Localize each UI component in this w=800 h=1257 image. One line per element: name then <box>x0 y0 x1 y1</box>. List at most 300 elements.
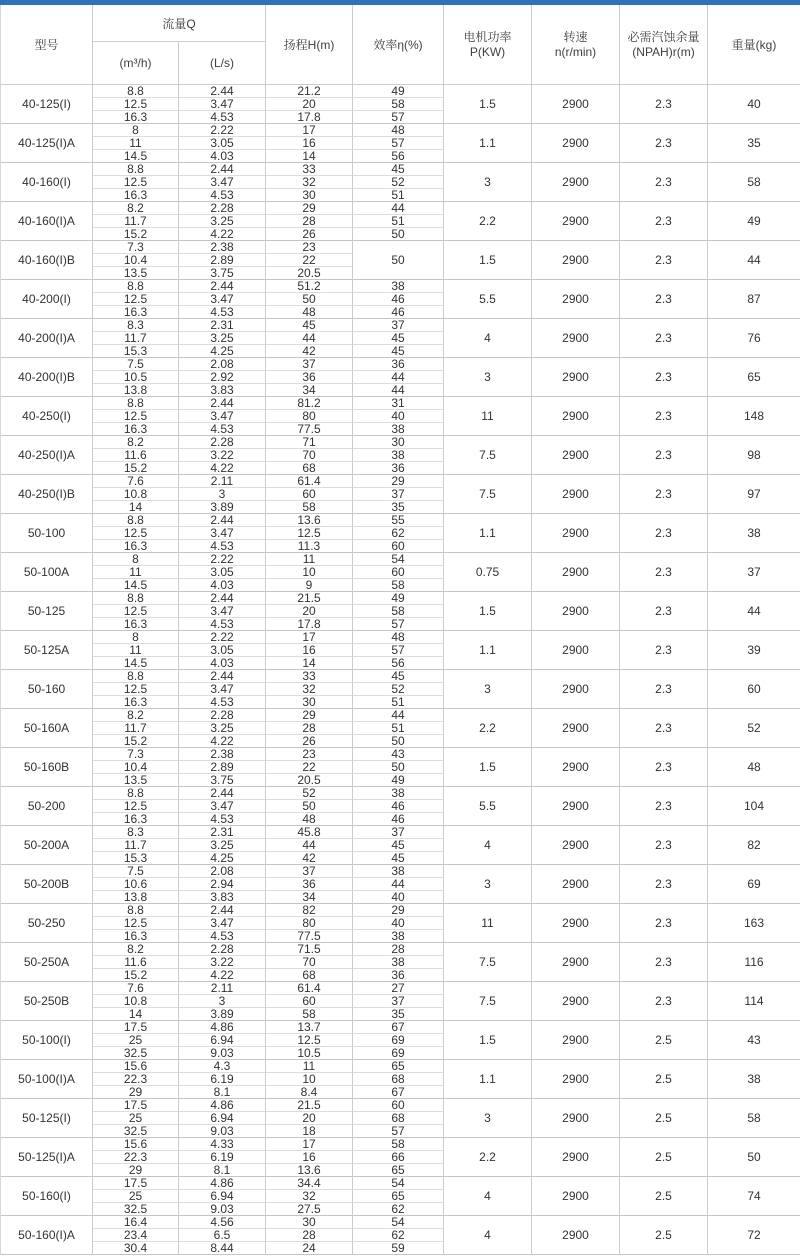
head-cell: 82 <box>266 904 353 917</box>
flow-ls-cell: 3.47 <box>179 605 266 618</box>
flow-ls-cell: 2.11 <box>179 475 266 488</box>
npsh-cell: 2.3 <box>620 397 708 436</box>
npsh-cell: 2.3 <box>620 943 708 982</box>
power-cell: 3 <box>444 865 532 904</box>
spec-row <box>1 787 800 800</box>
head-cell: 45.8 <box>266 826 353 839</box>
flow-ls-cell: 2.31 <box>179 826 266 839</box>
flow-ls-cell: 3.22 <box>179 956 266 969</box>
flow-m3h-cell: 7.6 <box>93 982 179 995</box>
flow-m3h-cell: 16.3 <box>93 813 179 826</box>
efficiency-cell: 44 <box>353 202 444 215</box>
npsh-cell: 2.3 <box>620 709 708 748</box>
flow-ls-cell: 3.05 <box>179 566 266 579</box>
weight-cell: 97 <box>708 475 800 514</box>
flow-ls-cell: 4.03 <box>179 579 266 592</box>
head-cell: 28 <box>266 1229 353 1242</box>
efficiency-cell: 62 <box>353 1203 444 1216</box>
flow-m3h-cell: 14 <box>93 501 179 514</box>
flow-ls-cell: 3.47 <box>179 800 266 813</box>
header-power-line1: 电机功率 <box>463 29 512 44</box>
head-cell: 51.2 <box>266 280 353 293</box>
spec-row <box>1 592 800 605</box>
model-cell: 50-250A <box>1 943 93 982</box>
weight-cell: 52 <box>708 709 800 748</box>
speed-cell: 2900 <box>532 319 620 358</box>
flow-ls-cell: 8.1 <box>179 1086 266 1099</box>
head-cell: 50 <box>266 293 353 306</box>
flow-m3h-cell: 15.2 <box>93 462 179 475</box>
flow-ls-cell: 4.53 <box>179 930 266 943</box>
efficiency-cell: 52 <box>353 176 444 189</box>
power-cell: 3 <box>444 163 532 202</box>
table-header <box>1 5 800 85</box>
flow-m3h-cell: 17.5 <box>93 1099 179 1112</box>
speed-cell: 2900 <box>532 202 620 241</box>
head-cell: 61.4 <box>266 982 353 995</box>
flow-m3h-cell: 16.3 <box>93 930 179 943</box>
spec-row <box>1 709 800 722</box>
head-cell: 18 <box>266 1125 353 1138</box>
efficiency-cell: 49 <box>353 592 444 605</box>
speed-cell: 2900 <box>532 787 620 826</box>
head-cell: 34 <box>266 891 353 904</box>
model-cell: 50-160B <box>1 748 93 787</box>
flow-ls-cell: 3.25 <box>179 839 266 852</box>
weight-cell: 39 <box>708 631 800 670</box>
head-cell: 42 <box>266 852 353 865</box>
head-cell: 21.5 <box>266 592 353 605</box>
power-cell: 1.5 <box>444 1021 532 1060</box>
npsh-cell: 2.3 <box>620 553 708 592</box>
power-cell: 2.2 <box>444 709 532 748</box>
flow-m3h-cell: 11.6 <box>93 956 179 969</box>
spec-row <box>1 163 800 176</box>
spec-row <box>1 670 800 683</box>
flow-m3h-cell: 30.4 <box>93 1242 179 1255</box>
power-cell: 11 <box>444 904 532 943</box>
efficiency-cell: 38 <box>353 865 444 878</box>
flow-m3h-cell: 11.7 <box>93 722 179 735</box>
efficiency-cell: 60 <box>353 566 444 579</box>
speed-cell: 2900 <box>532 1177 620 1216</box>
head-cell: 71.5 <box>266 943 353 956</box>
flow-m3h-cell: 12.5 <box>93 917 179 930</box>
weight-cell: 49 <box>708 202 800 241</box>
head-cell: 81.2 <box>266 397 353 410</box>
flow-ls-cell: 4.22 <box>179 462 266 475</box>
power-cell: 2.2 <box>444 1138 532 1177</box>
flow-ls-cell: 4.53 <box>179 423 266 436</box>
model-cell: 40-200(I) <box>1 280 93 319</box>
efficiency-cell: 37 <box>353 826 444 839</box>
flow-ls-cell: 4.86 <box>179 1021 266 1034</box>
efficiency-cell: 57 <box>353 618 444 631</box>
head-cell: 20 <box>266 98 353 111</box>
efficiency-cell: 68 <box>353 1073 444 1086</box>
efficiency-cell: 38 <box>353 280 444 293</box>
flow-m3h-cell: 8.3 <box>93 319 179 332</box>
power-cell: 1.1 <box>444 631 532 670</box>
flow-ls-cell: 3.47 <box>179 917 266 930</box>
head-cell: 61.4 <box>266 475 353 488</box>
efficiency-cell: 58 <box>353 98 444 111</box>
weight-cell: 43 <box>708 1021 800 1060</box>
head-cell: 28 <box>266 215 353 228</box>
efficiency-cell: 58 <box>353 579 444 592</box>
flow-m3h-cell: 7.5 <box>93 865 179 878</box>
efficiency-cell: 45 <box>353 852 444 865</box>
head-cell: 70 <box>266 449 353 462</box>
flow-m3h-cell: 7.3 <box>93 241 179 254</box>
flow-m3h-cell: 12.5 <box>93 683 179 696</box>
flow-m3h-cell: 8.8 <box>93 85 179 98</box>
efficiency-cell: 46 <box>353 306 444 319</box>
power-cell: 4 <box>444 319 532 358</box>
head-cell: 60 <box>266 995 353 1008</box>
power-cell: 1.1 <box>444 1060 532 1099</box>
header-speed-line1: 转速 <box>563 29 588 44</box>
flow-m3h-cell: 8.2 <box>93 202 179 215</box>
flow-m3h-cell: 8.2 <box>93 709 179 722</box>
flow-m3h-cell: 12.5 <box>93 293 179 306</box>
flow-m3h-cell: 13.5 <box>93 267 179 280</box>
flow-ls-cell: 2.44 <box>179 280 266 293</box>
head-cell: 21.5 <box>266 1099 353 1112</box>
efficiency-cell: 36 <box>353 358 444 371</box>
flow-ls-cell: 6.5 <box>179 1229 266 1242</box>
flow-ls-cell: 2.08 <box>179 865 266 878</box>
head-cell: 37 <box>266 865 353 878</box>
npsh-cell: 2.3 <box>620 475 708 514</box>
model-cell: 50-160(I) <box>1 1177 93 1216</box>
flow-m3h-cell: 16.4 <box>93 1216 179 1229</box>
flow-ls-cell: 2.44 <box>179 670 266 683</box>
flow-m3h-cell: 16.3 <box>93 306 179 319</box>
model-cell: 40-200(I)A <box>1 319 93 358</box>
flow-m3h-cell: 15.6 <box>93 1060 179 1073</box>
head-cell: 45 <box>266 319 353 332</box>
flow-m3h-cell: 22.3 <box>93 1151 179 1164</box>
flow-ls-cell: 2.28 <box>179 202 266 215</box>
efficiency-cell: 45 <box>353 332 444 345</box>
head-cell: 28 <box>266 722 353 735</box>
spec-row <box>1 748 800 761</box>
head-cell: 77.5 <box>266 930 353 943</box>
weight-cell: 38 <box>708 514 800 553</box>
model-cell: 50-250 <box>1 904 93 943</box>
npsh-cell: 2.3 <box>620 280 708 319</box>
power-cell: 4 <box>444 1177 532 1216</box>
speed-cell: 2900 <box>532 904 620 943</box>
efficiency-cell: 31 <box>353 397 444 410</box>
efficiency-cell: 48 <box>353 124 444 137</box>
header-npsh-line1: 必需汽蚀余量 <box>627 29 700 44</box>
flow-m3h-cell: 8 <box>93 124 179 137</box>
flow-m3h-cell: 8 <box>93 553 179 566</box>
flow-ls-cell: 3 <box>179 488 266 501</box>
efficiency-cell: 65 <box>353 1190 444 1203</box>
model-cell: 50-250B <box>1 982 93 1021</box>
power-cell: 5.5 <box>444 787 532 826</box>
npsh-cell: 2.3 <box>620 241 708 280</box>
head-cell: 42 <box>266 345 353 358</box>
head-cell: 68 <box>266 462 353 475</box>
efficiency-cell: 49 <box>353 85 444 98</box>
model-cell: 40-200(I)B <box>1 358 93 397</box>
flow-m3h-cell: 14.5 <box>93 150 179 163</box>
flow-ls-cell: 3.25 <box>179 722 266 735</box>
efficiency-cell: 50 <box>353 241 444 280</box>
head-cell: 68 <box>266 969 353 982</box>
flow-ls-cell: 4.22 <box>179 969 266 982</box>
weight-cell: 148 <box>708 397 800 436</box>
speed-cell: 2900 <box>532 748 620 787</box>
weight-cell: 38 <box>708 1060 800 1099</box>
flow-ls-cell: 4.53 <box>179 111 266 124</box>
head-cell: 30 <box>266 1216 353 1229</box>
flow-m3h-cell: 29 <box>93 1164 179 1177</box>
efficiency-cell: 67 <box>353 1021 444 1034</box>
npsh-cell: 2.5 <box>620 1216 708 1255</box>
speed-cell: 2900 <box>532 163 620 202</box>
power-cell: 1.5 <box>444 241 532 280</box>
power-cell: 1.5 <box>444 748 532 787</box>
efficiency-cell: 44 <box>353 878 444 891</box>
flow-m3h-cell: 7.3 <box>93 748 179 761</box>
flow-ls-cell: 6.19 <box>179 1073 266 1086</box>
efficiency-cell: 40 <box>353 410 444 423</box>
efficiency-cell: 58 <box>353 605 444 618</box>
efficiency-cell: 55 <box>353 514 444 527</box>
head-cell: 13.6 <box>266 514 353 527</box>
head-cell: 70 <box>266 956 353 969</box>
weight-cell: 116 <box>708 943 800 982</box>
model-cell: 50-100A <box>1 553 93 592</box>
flow-ls-cell: 6.94 <box>179 1190 266 1203</box>
head-cell: 20 <box>266 605 353 618</box>
head-cell: 10 <box>266 566 353 579</box>
weight-cell: 44 <box>708 592 800 631</box>
flow-ls-cell: 3.47 <box>179 410 266 423</box>
efficiency-cell: 57 <box>353 1125 444 1138</box>
npsh-cell: 2.3 <box>620 163 708 202</box>
spec-row <box>1 397 800 410</box>
spec-row <box>1 982 800 995</box>
head-cell: 16 <box>266 1151 353 1164</box>
spec-row <box>1 826 800 839</box>
power-cell: 5.5 <box>444 280 532 319</box>
npsh-cell: 2.3 <box>620 748 708 787</box>
efficiency-cell: 40 <box>353 917 444 930</box>
flow-ls-cell: 2.44 <box>179 85 266 98</box>
flow-ls-cell: 2.22 <box>179 631 266 644</box>
head-cell: 58 <box>266 1008 353 1021</box>
speed-cell: 2900 <box>532 709 620 748</box>
weight-cell: 74 <box>708 1177 800 1216</box>
head-cell: 30 <box>266 696 353 709</box>
header-flow-group: 流量Q <box>93 5 266 42</box>
power-cell: 1.1 <box>444 124 532 163</box>
flow-m3h-cell: 12.5 <box>93 800 179 813</box>
flow-ls-cell: 4.86 <box>179 1099 266 1112</box>
speed-cell: 2900 <box>532 436 620 475</box>
npsh-cell: 2.3 <box>620 436 708 475</box>
flow-m3h-cell: 8.8 <box>93 592 179 605</box>
power-cell: 3 <box>444 1099 532 1138</box>
efficiency-cell: 38 <box>353 449 444 462</box>
efficiency-cell: 51 <box>353 696 444 709</box>
head-cell: 48 <box>266 306 353 319</box>
speed-cell: 2900 <box>532 1216 620 1255</box>
table-body <box>1 85 800 1255</box>
efficiency-cell: 59 <box>353 1242 444 1255</box>
flow-m3h-cell: 10.4 <box>93 254 179 267</box>
head-cell: 12.5 <box>266 527 353 540</box>
model-cell: 40-160(I)A <box>1 202 93 241</box>
power-cell: 2.2 <box>444 202 532 241</box>
efficiency-cell: 38 <box>353 930 444 943</box>
flow-ls-cell: 6.19 <box>179 1151 266 1164</box>
efficiency-cell: 60 <box>353 540 444 553</box>
flow-ls-cell: 3.83 <box>179 891 266 904</box>
npsh-cell: 2.3 <box>620 85 708 124</box>
header-power-line2: P(KW) <box>469 44 506 59</box>
flow-m3h-cell: 11 <box>93 566 179 579</box>
npsh-cell: 2.5 <box>620 1099 708 1138</box>
efficiency-cell: 45 <box>353 345 444 358</box>
head-cell: 26 <box>266 228 353 241</box>
efficiency-cell: 56 <box>353 150 444 163</box>
flow-ls-cell: 4.53 <box>179 306 266 319</box>
spec-row <box>1 904 800 917</box>
efficiency-cell: 43 <box>353 748 444 761</box>
efficiency-cell: 69 <box>353 1034 444 1047</box>
power-cell: 3 <box>444 670 532 709</box>
head-cell: 17.8 <box>266 111 353 124</box>
efficiency-cell: 29 <box>353 475 444 488</box>
speed-cell: 2900 <box>532 1099 620 1138</box>
weight-cell: 48 <box>708 748 800 787</box>
npsh-cell: 2.3 <box>620 670 708 709</box>
flow-m3h-cell: 10.8 <box>93 995 179 1008</box>
model-cell: 40-250(I) <box>1 397 93 436</box>
efficiency-cell: 66 <box>353 1151 444 1164</box>
speed-cell: 2900 <box>532 1021 620 1060</box>
head-cell: 33 <box>266 670 353 683</box>
flow-m3h-cell: 11.7 <box>93 332 179 345</box>
head-cell: 29 <box>266 709 353 722</box>
npsh-cell: 2.3 <box>620 319 708 358</box>
flow-ls-cell: 3.47 <box>179 293 266 306</box>
flow-m3h-cell: 11.7 <box>93 839 179 852</box>
speed-cell: 2900 <box>532 592 620 631</box>
speed-cell: 2900 <box>532 85 620 124</box>
weight-cell: 58 <box>708 163 800 202</box>
efficiency-cell: 44 <box>353 371 444 384</box>
flow-ls-cell: 3 <box>179 995 266 1008</box>
efficiency-cell: 54 <box>353 1216 444 1229</box>
head-cell: 13.6 <box>266 1164 353 1177</box>
head-cell: 23 <box>266 241 353 254</box>
flow-m3h-cell: 23.4 <box>93 1229 179 1242</box>
head-cell: 44 <box>266 839 353 852</box>
efficiency-cell: 28 <box>353 943 444 956</box>
weight-cell: 87 <box>708 280 800 319</box>
power-cell: 7.5 <box>444 436 532 475</box>
speed-cell: 2900 <box>532 280 620 319</box>
efficiency-cell: 37 <box>353 488 444 501</box>
flow-ls-cell: 2.22 <box>179 124 266 137</box>
efficiency-cell: 65 <box>353 1164 444 1177</box>
flow-m3h-cell: 12.5 <box>93 410 179 423</box>
flow-ls-cell: 4.53 <box>179 696 266 709</box>
efficiency-cell: 36 <box>353 462 444 475</box>
head-cell: 21.2 <box>266 85 353 98</box>
flow-ls-cell: 4.56 <box>179 1216 266 1229</box>
flow-m3h-cell: 16.3 <box>93 618 179 631</box>
flow-m3h-cell: 11.6 <box>93 449 179 462</box>
flow-m3h-cell: 7.5 <box>93 358 179 371</box>
efficiency-cell: 46 <box>353 813 444 826</box>
flow-ls-cell: 2.44 <box>179 514 266 527</box>
flow-ls-cell: 2.94 <box>179 878 266 891</box>
efficiency-cell: 57 <box>353 111 444 124</box>
head-cell: 60 <box>266 488 353 501</box>
speed-cell: 2900 <box>532 943 620 982</box>
flow-ls-cell: 3.83 <box>179 384 266 397</box>
flow-m3h-cell: 32.5 <box>93 1203 179 1216</box>
flow-ls-cell: 2.44 <box>179 904 266 917</box>
flow-m3h-cell: 15.3 <box>93 345 179 358</box>
efficiency-cell: 38 <box>353 956 444 969</box>
flow-m3h-cell: 15.2 <box>93 735 179 748</box>
head-cell: 30 <box>266 189 353 202</box>
spec-row <box>1 319 800 332</box>
spec-row <box>1 553 800 566</box>
flow-ls-cell: 2.44 <box>179 592 266 605</box>
header-npsh-line2: (NPAH)r(m) <box>632 44 695 59</box>
efficiency-cell: 44 <box>353 384 444 397</box>
head-cell: 77.5 <box>266 423 353 436</box>
model-cell: 50-125 <box>1 592 93 631</box>
efficiency-cell: 35 <box>353 501 444 514</box>
flow-m3h-cell: 14.5 <box>93 579 179 592</box>
flow-ls-cell: 4.53 <box>179 189 266 202</box>
head-cell: 10.5 <box>266 1047 353 1060</box>
model-cell: 50-125(I)A <box>1 1138 93 1177</box>
speed-cell: 2900 <box>532 1138 620 1177</box>
spec-row <box>1 865 800 878</box>
flow-ls-cell: 2.44 <box>179 163 266 176</box>
flow-m3h-cell: 15.3 <box>93 852 179 865</box>
flow-ls-cell: 3.47 <box>179 176 266 189</box>
npsh-cell: 2.3 <box>620 982 708 1021</box>
efficiency-cell: 51 <box>353 215 444 228</box>
flow-m3h-cell: 15.2 <box>93 969 179 982</box>
head-cell: 26 <box>266 735 353 748</box>
flow-ls-cell: 2.44 <box>179 787 266 800</box>
efficiency-cell: 45 <box>353 670 444 683</box>
efficiency-cell: 38 <box>353 423 444 436</box>
flow-ls-cell: 3.22 <box>179 449 266 462</box>
flow-ls-cell: 2.31 <box>179 319 266 332</box>
flow-m3h-cell: 22.3 <box>93 1073 179 1086</box>
header-npsh <box>620 5 708 85</box>
speed-cell: 2900 <box>532 1060 620 1099</box>
flow-ls-cell: 3.25 <box>179 215 266 228</box>
efficiency-cell: 51 <box>353 722 444 735</box>
